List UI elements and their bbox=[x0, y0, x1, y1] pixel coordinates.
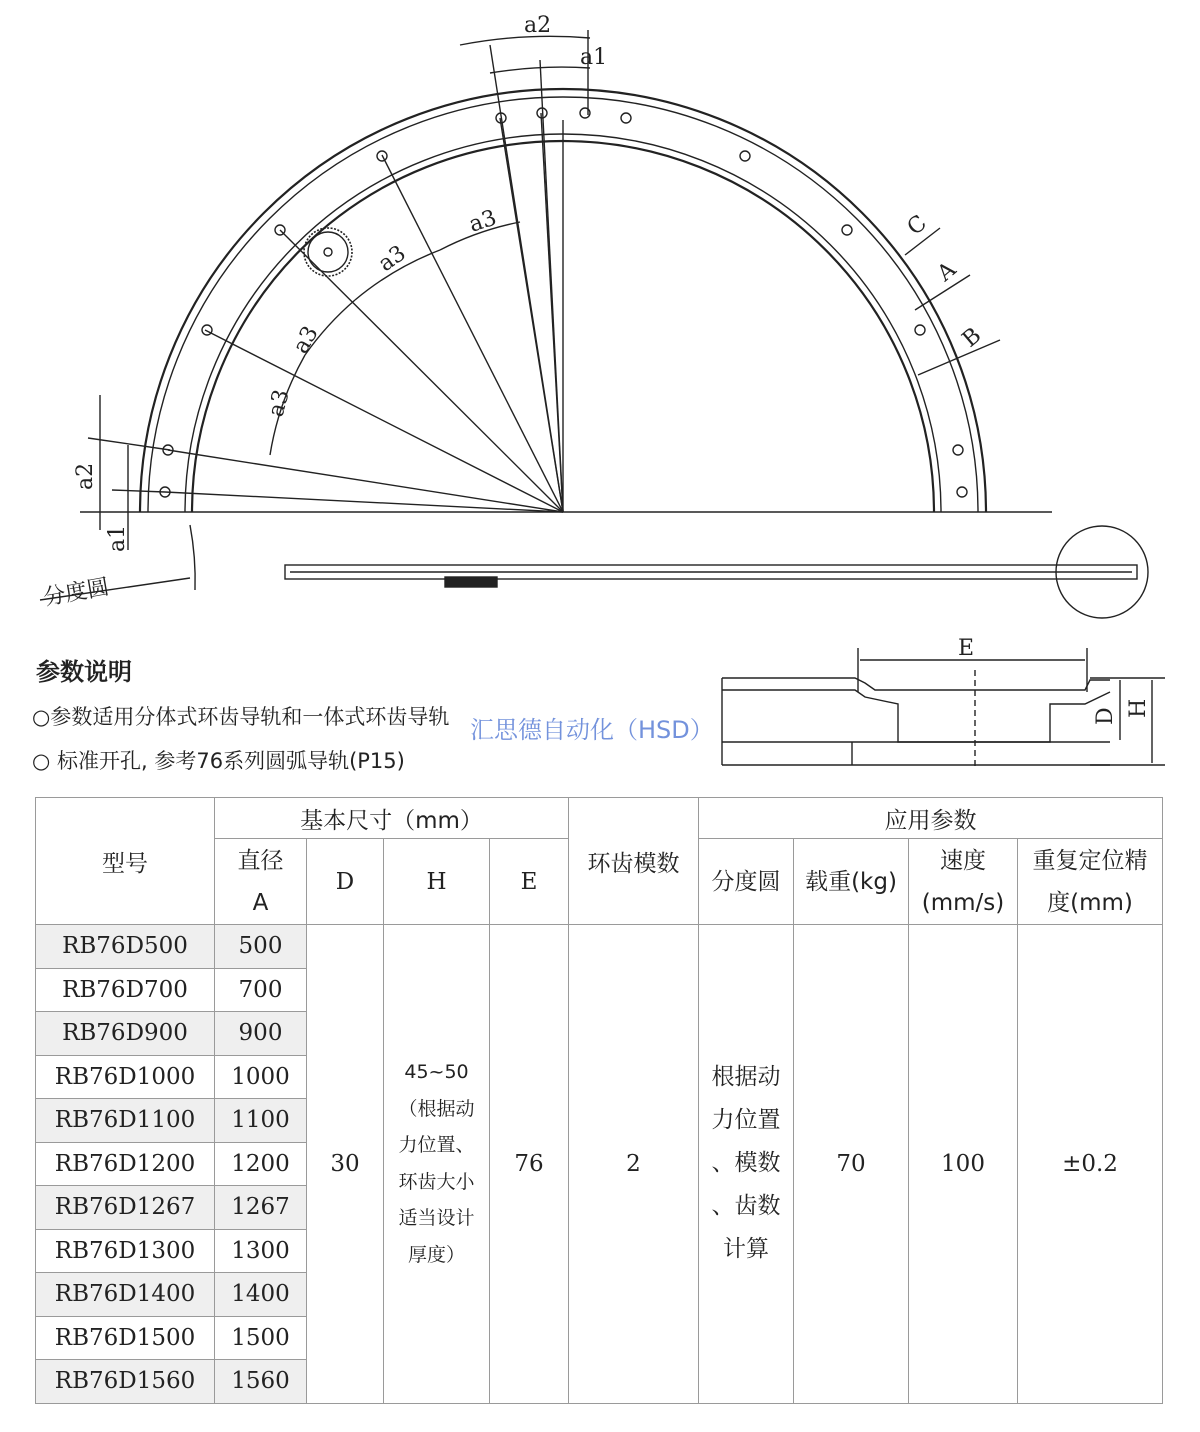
table-row-diameter: 500 bbox=[215, 925, 307, 969]
label-B: B bbox=[957, 323, 987, 353]
header-speed-label: 速度 bbox=[940, 847, 986, 874]
merged-H-line: 环齿大小 bbox=[398, 1170, 475, 1193]
table-row-model: RB76D1267 bbox=[36, 1186, 215, 1230]
merged-E: 76 bbox=[490, 925, 569, 1404]
header-H: H bbox=[384, 839, 490, 925]
table-row-diameter: 1100 bbox=[215, 1099, 307, 1143]
param-line-1: ○参数适用分体式环齿导轨和一体式环齿导轨 bbox=[32, 705, 450, 729]
table-row-diameter: 1400 bbox=[215, 1273, 307, 1317]
table-row-model: RB76D1200 bbox=[36, 1142, 215, 1186]
table-row-diameter: 1000 bbox=[215, 1055, 307, 1099]
label-a3-3: a3 bbox=[288, 322, 324, 358]
header-precision-label: 重复定位精 bbox=[1032, 847, 1148, 874]
table-row-diameter: 1267 bbox=[215, 1186, 307, 1230]
table-row-diameter: 1200 bbox=[215, 1142, 307, 1186]
header-diameter-label: 直径 bbox=[237, 847, 284, 874]
table-row-model: RB76D1560 bbox=[36, 1360, 215, 1404]
label-index-circle: 分度圆 bbox=[41, 574, 112, 611]
header-speed-unit: (mm/s) bbox=[921, 889, 1005, 916]
merged-H-line: 适当设计 bbox=[398, 1207, 475, 1230]
header-diameter bbox=[215, 839, 307, 925]
header-index-circle: 分度圆 bbox=[699, 839, 794, 925]
label-a2-top: a2 bbox=[524, 13, 552, 38]
header-module: 环齿模数 bbox=[569, 798, 699, 925]
table-row-diameter: 1300 bbox=[215, 1229, 307, 1273]
label-H: H bbox=[1126, 698, 1151, 718]
merged-D: 30 bbox=[307, 925, 384, 1404]
merged-H-line: （根据动 bbox=[398, 1097, 475, 1120]
merged-H-line: 45~50 bbox=[404, 1061, 469, 1084]
table-row-model: RB76D1100 bbox=[36, 1099, 215, 1143]
merged-H-line: 厚度） bbox=[407, 1243, 465, 1266]
label-A: A bbox=[932, 257, 962, 287]
header-application: 应用参数 bbox=[699, 798, 1163, 839]
merged-precision: ±0.2 bbox=[1018, 925, 1163, 1404]
merged-index-line: 力位置 bbox=[711, 1107, 781, 1134]
merged-index-line: 根据动 bbox=[711, 1064, 781, 1091]
merged-index-circle bbox=[699, 925, 794, 1404]
label-a1-top: a1 bbox=[580, 45, 608, 70]
table-row-diameter: 700 bbox=[215, 968, 307, 1012]
param-line-2: ○ 标准开孔, 参考76系列圆弧导轨(P15) bbox=[32, 749, 405, 773]
merged-index-line: 、模数 bbox=[711, 1150, 781, 1177]
table-row-model: RB76D700 bbox=[36, 968, 215, 1012]
header-precision-unit: 度(mm) bbox=[1047, 889, 1133, 916]
header-diameter-symbol: A bbox=[252, 889, 269, 916]
table-row-model: RB76D1400 bbox=[36, 1273, 215, 1317]
spec-table bbox=[35, 797, 1163, 1404]
watermark: 汇思德自动化（HSD） bbox=[470, 716, 714, 744]
table-row-diameter: 1500 bbox=[215, 1316, 307, 1360]
label-a2-left: a2 bbox=[73, 462, 98, 490]
label-a1-left: a1 bbox=[105, 524, 130, 552]
header-E: E bbox=[490, 839, 569, 925]
header-load: 载重(kg) bbox=[794, 839, 909, 925]
param-title: 参数说明 bbox=[36, 658, 132, 686]
merged-load: 70 bbox=[794, 925, 909, 1404]
label-D: D bbox=[1093, 707, 1118, 725]
merged-speed: 100 bbox=[909, 925, 1018, 1404]
table-row-model: RB76D1500 bbox=[36, 1316, 215, 1360]
label-a3-2: a3 bbox=[374, 240, 411, 277]
table-row-model: RB76D900 bbox=[36, 1012, 215, 1056]
table-row-model: RB76D1000 bbox=[36, 1055, 215, 1099]
header-D: D bbox=[307, 839, 384, 925]
label-a3-1: a3 bbox=[466, 205, 500, 238]
label-E: E bbox=[958, 636, 975, 661]
merged-index-line: 、齿数 bbox=[711, 1193, 781, 1220]
table-row-model: RB76D500 bbox=[36, 925, 215, 969]
header-speed bbox=[909, 839, 1018, 925]
merged-H bbox=[384, 925, 490, 1404]
label-C: C bbox=[902, 210, 932, 241]
table-row-diameter: 900 bbox=[215, 1012, 307, 1056]
merged-index-line: 计算 bbox=[723, 1236, 769, 1263]
merged-H-line: 力位置、 bbox=[398, 1134, 475, 1157]
merged-module: 2 bbox=[569, 925, 699, 1404]
table-row-model: RB76D1300 bbox=[36, 1229, 215, 1273]
header-model: 型号 bbox=[36, 798, 215, 925]
table-row-diameter: 1560 bbox=[215, 1360, 307, 1404]
header-precision bbox=[1018, 839, 1163, 925]
label-a3-4: a3 bbox=[263, 386, 295, 420]
header-basic-dims: 基本尺寸（mm） bbox=[215, 798, 569, 839]
